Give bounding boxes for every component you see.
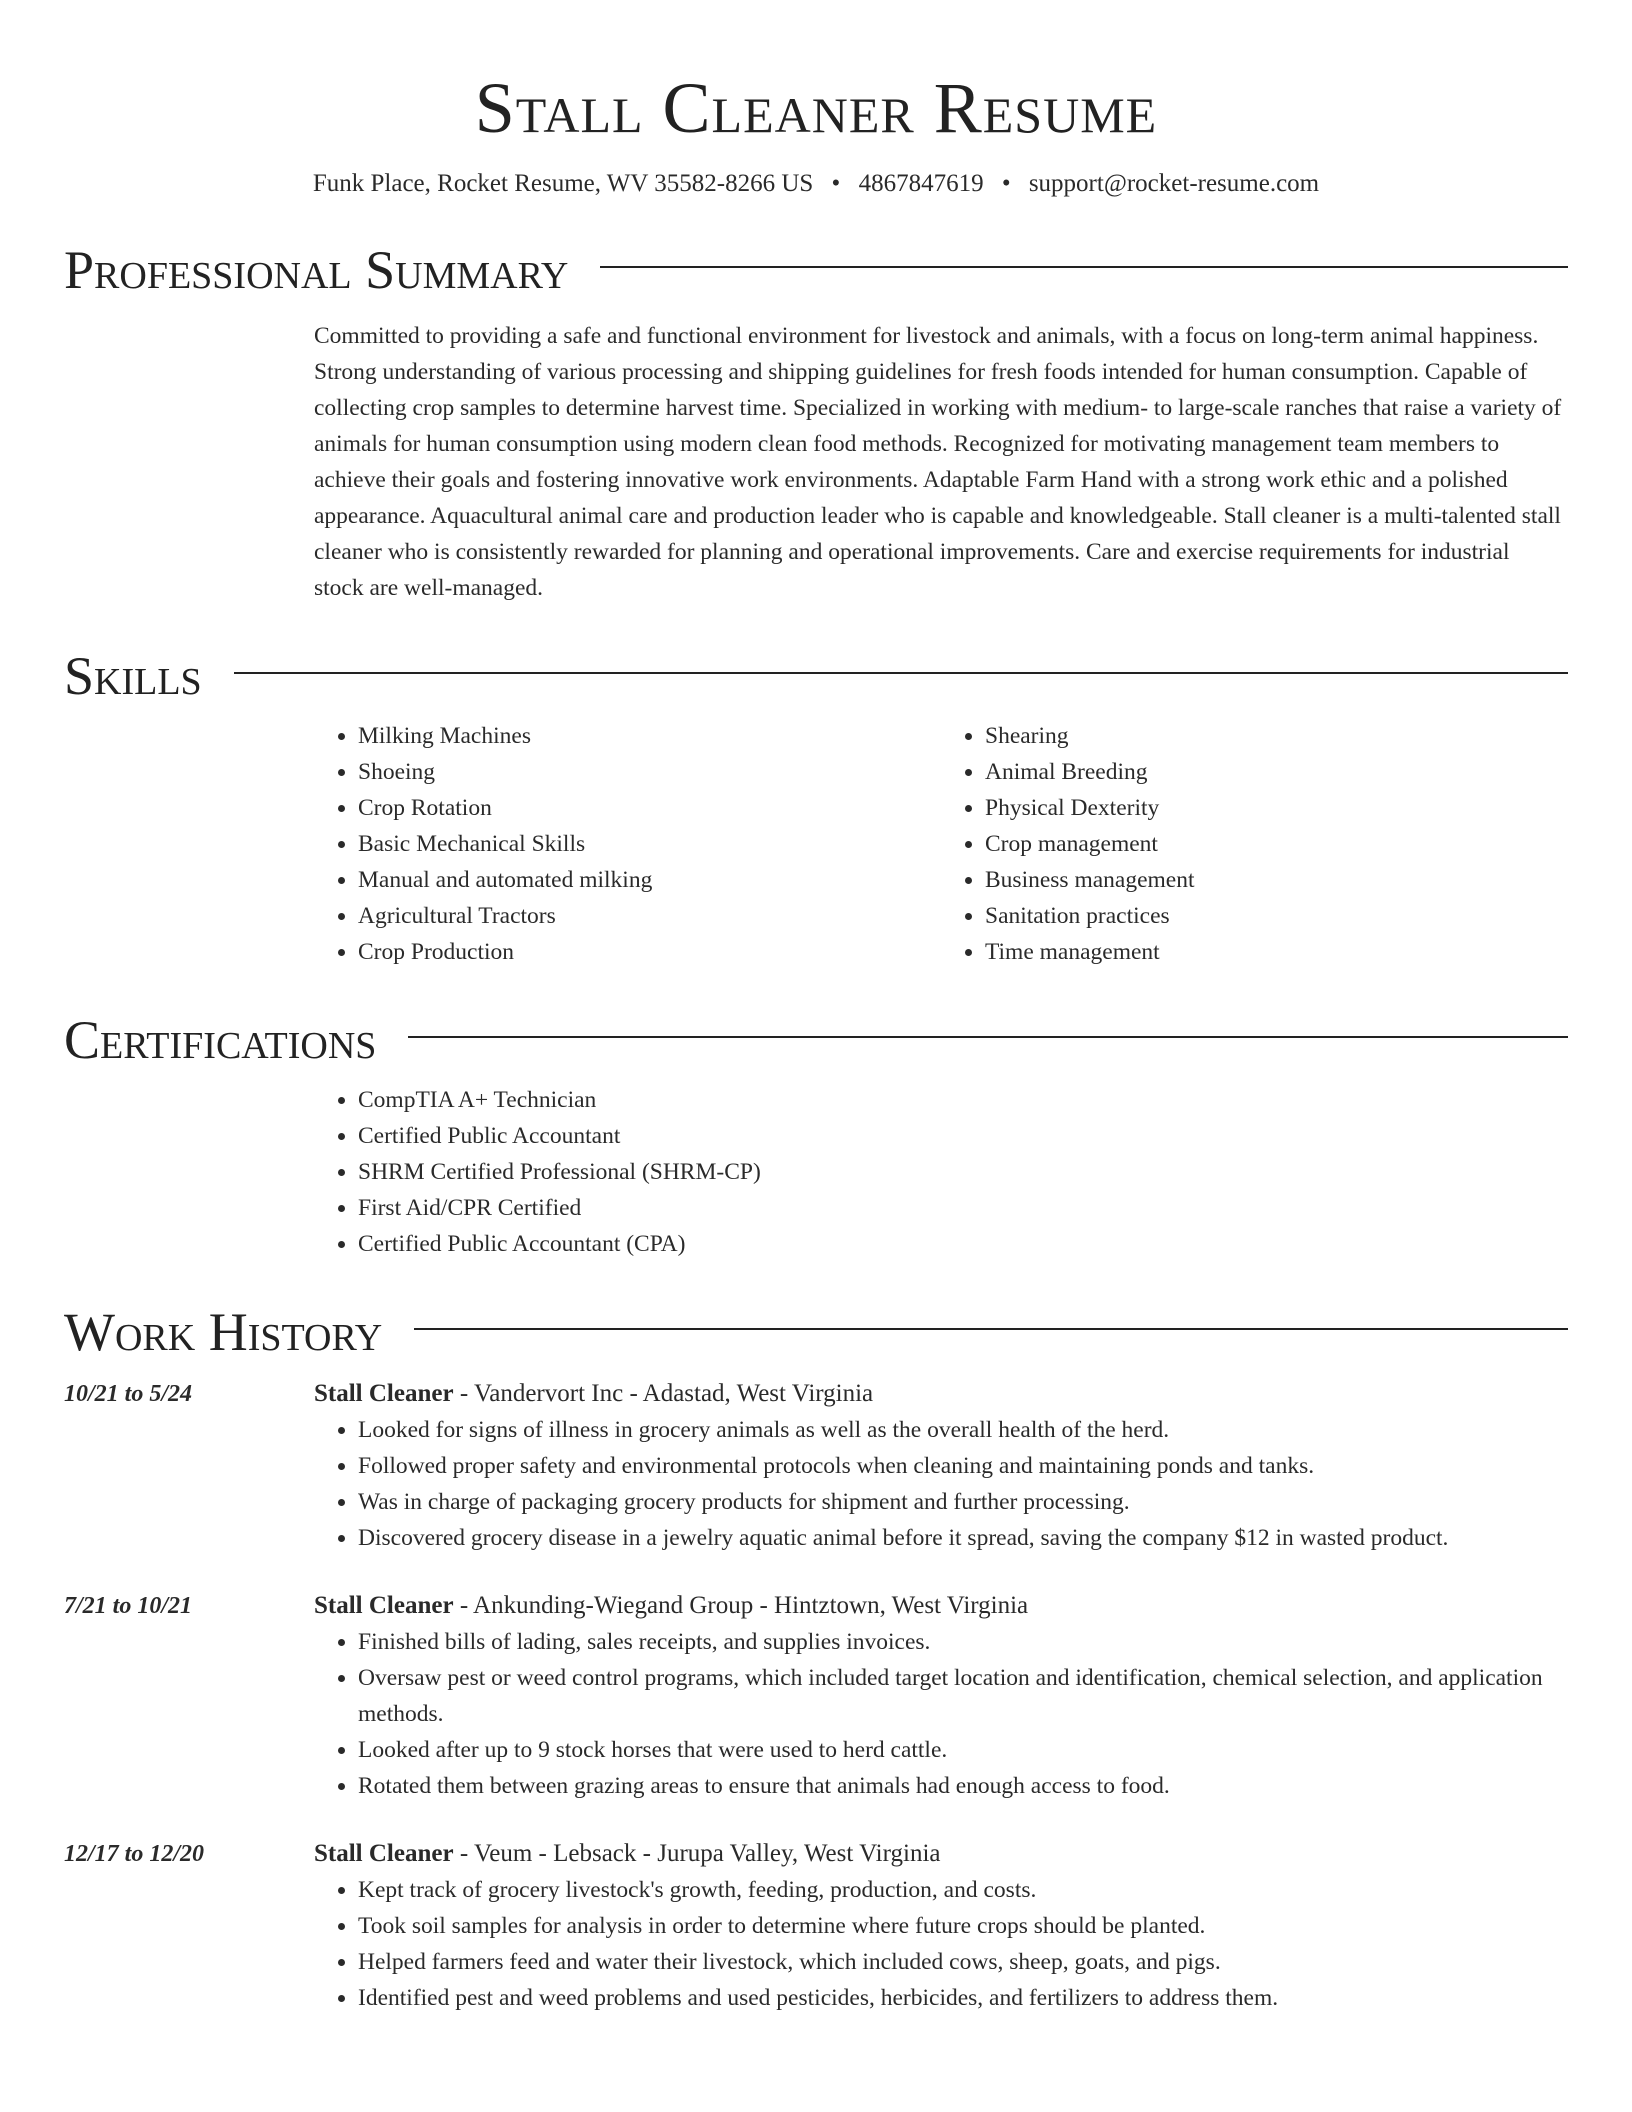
- job-details: [314, 1376, 1568, 1556]
- summary-section-header: [64, 240, 1568, 300]
- job-entry: [64, 1376, 1568, 1556]
- job-duty: • Followed proper safety and environmental protocols when cleaning and maintaining ponds and tanks.: [358, 1448, 1568, 1484]
- job-dates: 7/21 to 10/21: [64, 1593, 193, 1619]
- certification-item: • CompTIA A+ Technician: [358, 1082, 1568, 1118]
- job-duty: • Oversaw pest or weed control programs, which included target location and identification, chemical selection, and application methods.: [358, 1660, 1568, 1732]
- skills-section-header: [64, 646, 1568, 706]
- skill-item: • Time management: [985, 934, 1568, 970]
- certifications-list: [314, 1082, 1568, 1262]
- job-employer: - Veum - Lebsack - Jurupa Valley, West Virginia: [453, 1840, 941, 1867]
- summary-heading: Professional Summary: [64, 240, 569, 300]
- skill-item: • Animal Breeding: [985, 754, 1568, 790]
- section-divider: [600, 266, 1568, 268]
- certification-item: • First Aid/CPR Certified: [358, 1190, 1568, 1226]
- section-divider: [408, 1036, 1568, 1038]
- resume-title: Stall Cleaner Resume: [474, 68, 1158, 148]
- skill-item: • Business management: [985, 862, 1568, 898]
- job-duty: • Discovered grocery disease in a jewelry aquatic animal before it spread, saving the company $12 in wasted product.: [358, 1520, 1568, 1556]
- job-duty: • Helped farmers feed and water their livestock, which included cows, sheep, goats, and pigs.: [358, 1944, 1568, 1980]
- skill-item: • Crop Production: [358, 934, 941, 970]
- skill-item: • Shearing: [985, 718, 1568, 754]
- job-details: [314, 1588, 1568, 1804]
- section-divider: [414, 1328, 1568, 1330]
- certification-item: • Certified Public Accountant: [358, 1118, 1568, 1154]
- job-duty: • Kept track of grocery livestock's growth, feeding, production, and costs.: [358, 1872, 1568, 1908]
- job-title: Stall Cleaner: [314, 1592, 454, 1619]
- contact-email: support@rocket-resume.com: [1028, 170, 1320, 197]
- job-duties-list: [314, 1872, 1568, 2016]
- job-duty: • Rotated them between grazing areas to ensure that animals had enough access to food.: [358, 1768, 1568, 1804]
- skill-item: • Crop management: [985, 826, 1568, 862]
- job-heading: [314, 1376, 1568, 1412]
- job-title: Stall Cleaner: [314, 1380, 454, 1407]
- job-entry: [64, 1836, 1568, 2016]
- contact-separator: •: [831, 170, 841, 197]
- certifications-section-header: [64, 1010, 1568, 1070]
- skill-item: • Milking Machines: [358, 718, 941, 754]
- skill-item: • Manual and automated milking: [358, 862, 941, 898]
- summary-text: Committed to providing a safe and functional environment for livestock and animals, with a focus on long-term animal happiness. Strong understanding of various processing and shipping guidelines for fresh foods intended for human consumption. Capable of collecting crop samples to determine harvest time. Specialized in working with medium- to large-scale ranches that raise a variety of animals for human consumption using modern clean food methods. Recognized for motivating management team members to achieve their goals and fostering innovative work environments. Adaptable Farm Hand with a strong work ethic and a polished appearance. Aquacultural animal care and production leader who is capable and knowledgeable. Stall cleaner is a multi-talented stall cleaner who is consistently rewarded for planning and operational improvements. Care and exercise requirements for industrial stock are well-managed.: [314, 323, 1562, 601]
- job-duty: • Was in charge of packaging grocery products for shipment and further processing.: [358, 1484, 1568, 1520]
- contact-separator: •: [1001, 170, 1011, 197]
- job-duties-list: [314, 1412, 1568, 1556]
- skill-item: • Basic Mechanical Skills: [358, 826, 941, 862]
- skill-item: • Physical Dexterity: [985, 790, 1568, 826]
- work-history-heading: Work History: [64, 1302, 383, 1362]
- job-dates: 12/17 to 12/20: [64, 1841, 205, 1867]
- certifications-heading: Certifications: [64, 1010, 377, 1070]
- job-duty: • Looked for signs of illness in grocery animals as well as the overall health of the herd.: [358, 1412, 1568, 1448]
- skill-item: • Agricultural Tractors: [358, 898, 941, 934]
- job-employer: - Vandervort Inc - Adastad, West Virginia: [453, 1380, 874, 1407]
- skill-item: • Crop Rotation: [358, 790, 941, 826]
- job-dates: 10/21 to 5/24: [64, 1381, 193, 1407]
- skill-item: • Sanitation practices: [985, 898, 1568, 934]
- job-heading: [314, 1588, 1568, 1624]
- job-title: Stall Cleaner: [314, 1840, 454, 1867]
- skill-item: • Shoeing: [358, 754, 941, 790]
- contact-phone: 4867847619: [858, 170, 984, 197]
- section-divider: [234, 672, 1568, 674]
- skills-list-left: [314, 718, 941, 970]
- skills-heading: Skills: [64, 646, 202, 706]
- job-entry: [64, 1588, 1568, 1804]
- job-heading: [314, 1836, 1568, 1872]
- job-details: [314, 1836, 1568, 2016]
- job-duty: • Looked after up to 9 stock horses that were used to herd cattle.: [358, 1732, 1568, 1768]
- job-employer: - Ankunding-Wiegand Group - Hintztown, West Virginia: [453, 1592, 1029, 1619]
- certifications-body: [314, 1082, 1568, 1262]
- contact-line: [64, 166, 1568, 202]
- certification-item: • Certified Public Accountant (CPA): [358, 1226, 1568, 1262]
- job-duty: • Finished bills of lading, sales receipts, and supplies invoices.: [358, 1624, 1568, 1660]
- job-duty: • Identified pest and weed problems and used pesticides, herbicides, and fertilizers to address them.: [358, 1980, 1568, 2016]
- work-history-section-header: [64, 1302, 1568, 1362]
- certification-item: • SHRM Certified Professional (SHRM-CP): [358, 1154, 1568, 1190]
- skills-list-right: [941, 718, 1568, 970]
- job-duties-list: [314, 1624, 1568, 1804]
- job-duty: • Took soil samples for analysis in order to determine where future crops should be planted.: [358, 1908, 1568, 1944]
- skills-columns: [314, 718, 1568, 970]
- contact-address: Funk Place, Rocket Resume, WV 35582-8266 US: [312, 170, 814, 197]
